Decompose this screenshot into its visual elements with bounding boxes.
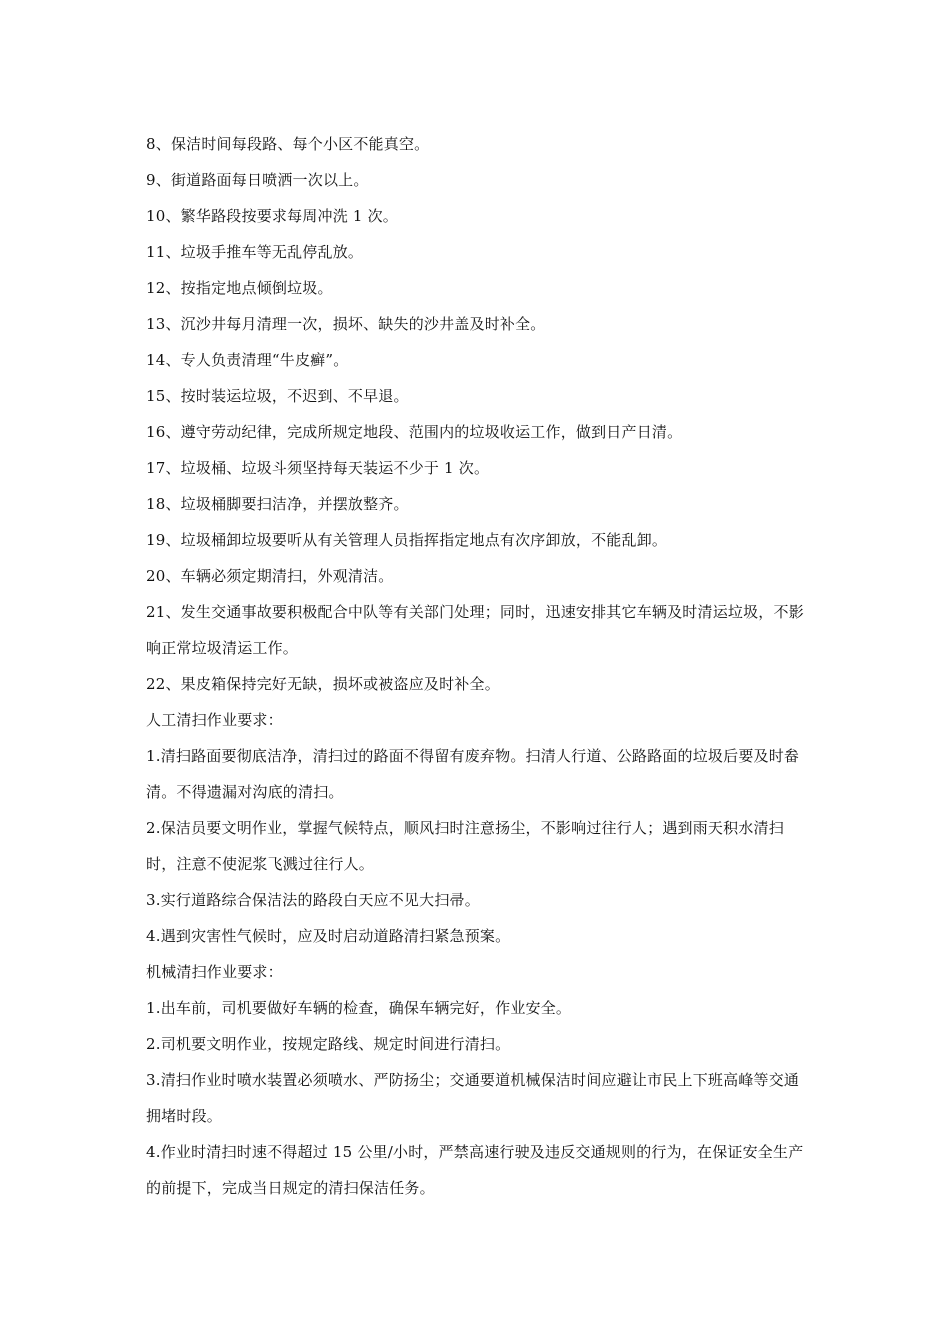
mechanical-requirement-1: 1.出车前，司机要做好车辆的检查，确保车辆完好，作业安全。	[146, 999, 572, 1017]
manual-requirement-1: 1.清扫路面要彻底洁净，清扫过的路面不得留有废弃物。扫清人行道、公路路面的垃圾后要及时畚清。不得遗漏对沟底的清扫。	[146, 747, 800, 801]
paragraph-item-11: 11、垃圾手推车等无乱停乱放。	[146, 243, 364, 261]
paragraph-item-22: 22、果皮箱保持完好无缺，损坏或被盗应及时补全。	[146, 675, 500, 693]
paragraph-item-9: 9、街道路面每日喷洒一次以上。	[146, 171, 369, 189]
paragraph-item-8: 8、保洁时间每段路、每个小区不能真空。	[146, 135, 430, 153]
mechanical-requirement-3: 3.清扫作业时喷水装置必须喷水、严防扬尘；交通要道机械保洁时间应避让市民上下班高峰等交通拥堵时段。	[146, 1071, 800, 1125]
paragraph-item-20: 20、车辆必须定期清扫，外观清洁。	[146, 567, 394, 585]
paragraph-item-13: 13、沉沙井每月清理一次，损坏、缺失的沙井盖及时补全。	[146, 315, 546, 333]
manual-requirement-3: 3.实行道路综合保洁法的路段白天应不见大扫帚。	[146, 891, 480, 909]
mechanical-requirement-2: 2.司机要文明作业，按规定路线、规定时间进行清扫。	[146, 1035, 511, 1053]
paragraph-item-12: 12、按指定地点倾倒垃圾。	[146, 279, 333, 297]
paragraph-item-10: 10、繁华路段按要求每周冲洗 1 次。	[146, 207, 398, 225]
paragraph-item-14: 14、专人负责清理“牛皮癣”。	[146, 351, 349, 369]
manual-requirement-2: 2.保洁员要文明作业，掌握气候特点，顺风扫时注意扬尘，不影响过往行人；遇到雨天积水清扫时，注意不使泥浆飞溅过往行人。	[146, 819, 784, 873]
paragraph-item-16: 16、遵守劳动纪律，完成所规定地段、范围内的垃圾收运工作，做到日产日清。	[146, 423, 683, 441]
section-heading-mechanical-cleaning: 机械清扫作业要求：	[146, 963, 283, 981]
mechanical-requirement-4: 4.作业时清扫时速不得超过 15 公里/小时，严禁高速行驶及违反交通规则的行为，在保证安全生产的前提下，完成当日规定的清扫保洁任务。	[146, 1143, 804, 1197]
section-heading-manual-cleaning: 人工清扫作业要求：	[146, 711, 283, 729]
manual-requirement-4: 4.遇到灾害性气候时，应及时启动道路清扫紧急预案。	[146, 927, 511, 945]
document-body	[146, 126, 810, 1206]
paragraph-item-19: 19、垃圾桶卸垃圾要听从有关管理人员指挥指定地点有次序卸放，不能乱卸。	[146, 531, 668, 549]
paragraph-item-17: 17、垃圾桶、垃圾斗须坚持每天装运不少于 1 次。	[146, 459, 490, 477]
paragraph-item-18: 18、垃圾桶脚要扫洁净，并摆放整齐。	[146, 495, 409, 513]
paragraph-item-21: 21、发生交通事故要积极配合中队等有关部门处理；同时，迅速安排其它车辆及时清运垃圾，不影响正常垃圾清运工作。	[146, 603, 804, 657]
paragraph-item-15: 15、按时装运垃圾，不迟到、不早退。	[146, 387, 409, 405]
